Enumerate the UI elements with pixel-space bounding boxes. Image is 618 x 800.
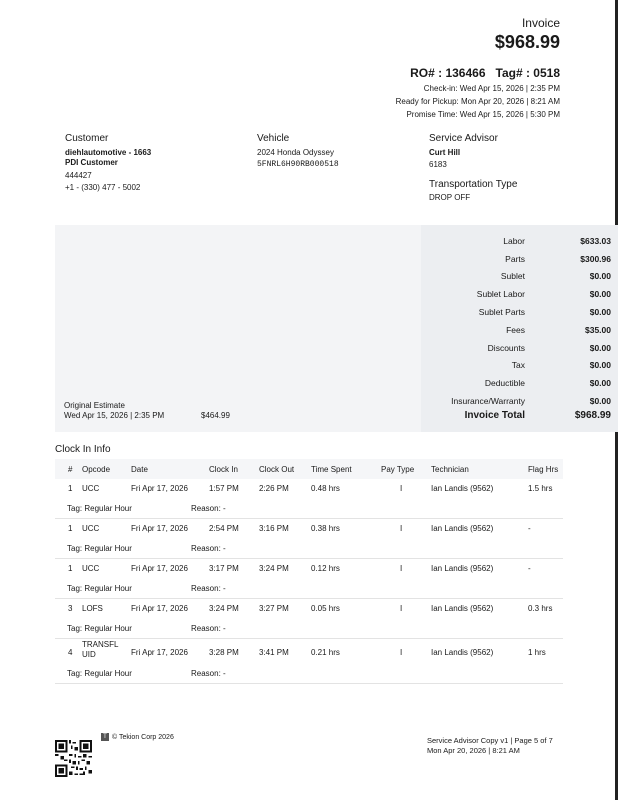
totals-value: $633.03: [580, 235, 611, 246]
cell-reason: Reason: -: [191, 669, 226, 678]
cell-opcode: [82, 640, 118, 660]
cell-date: Fri Apr 17, 2026: [131, 604, 188, 613]
vehicle-heading: Vehicle: [257, 133, 290, 144]
cell-opcode: UCC: [82, 564, 100, 573]
tag-number: Tag# : 0518: [495, 66, 560, 80]
cell-clock-out: 3:24 PM: [259, 564, 289, 573]
cell-flag-hrs: 1 hrs: [528, 648, 546, 657]
qr-code-icon: [55, 740, 92, 777]
totals-label: Parts: [505, 253, 525, 264]
totals-row-tax: [421, 357, 618, 375]
cell-pay-type: I: [400, 564, 403, 573]
customer-heading: Customer: [65, 133, 109, 144]
cell-num: 1: [68, 484, 73, 493]
original-estimate-label: Original Estimate: [64, 401, 125, 410]
vehicle-section: [257, 134, 339, 171]
cell-time-spent: 0.48 hrs: [311, 484, 340, 493]
cell-pay-type: I: [400, 484, 403, 493]
cell-pay-type: I: [400, 524, 403, 533]
cell-tag: Tag: Regular Hour: [67, 624, 132, 633]
cell-pay-type: I: [400, 604, 403, 613]
cell-date: Fri Apr 17, 2026: [131, 524, 188, 533]
cell-clock-in: 3:28 PM: [209, 648, 239, 657]
advisor-section: [429, 134, 517, 204]
totals-row-deductible: [421, 374, 618, 392]
col-opcode: Opcode: [82, 465, 111, 474]
cell-date: Fri Apr 17, 2026: [131, 648, 188, 657]
cell-technician: Ian Landis (9562): [431, 648, 494, 657]
cell-time-spent: 0.05 hrs: [311, 604, 340, 613]
invoice-total-label: Invoice Total: [464, 410, 525, 421]
totals-row-labor: [421, 232, 618, 250]
cell-num: 3: [68, 604, 73, 613]
totals-label: Fees: [506, 324, 525, 335]
totals-row-parts: [421, 250, 618, 268]
transport-value: DROP OFF: [429, 193, 471, 202]
copy-info: Service Advisor Copy v1 | Page 5 of 7: [427, 736, 553, 745]
transport-heading: Transportation Type: [429, 178, 518, 190]
cell-time-spent: 0.38 hrs: [311, 524, 340, 533]
cell-technician: Ian Landis (9562): [431, 484, 494, 493]
vehicle-model: 2024 Honda Odyssey: [257, 147, 334, 157]
ro-number: RO# : 136466: [410, 66, 486, 80]
cell-clock-out: 3:27 PM: [259, 604, 289, 613]
cell-opcode: UCC: [82, 524, 100, 533]
cell-flag-hrs: -: [528, 564, 531, 573]
cell-opcode: UCC: [82, 484, 100, 493]
original-estimate-date: Wed Apr 15, 2026 | 2:35 PM: [64, 411, 165, 420]
tekion-logo-icon: T: [101, 733, 109, 741]
promise-time: Promise Time: Wed Apr 15, 2026 | 5:30 PM: [406, 110, 560, 119]
cell-tag: Tag: Regular Hour: [67, 669, 132, 678]
totals-label: Sublet: [500, 271, 525, 282]
totals-label: Discounts: [487, 342, 525, 353]
cell-clock-out: 3:41 PM: [259, 648, 289, 657]
totals-label: Tax: [511, 360, 525, 371]
customer-section: [65, 134, 151, 194]
totals-row-discounts: [421, 339, 618, 357]
cell-flag-hrs: -: [528, 524, 531, 533]
col-pay-type: Pay Type: [381, 465, 415, 474]
totals-row-fees: [421, 321, 618, 339]
totals-label: Labor: [503, 235, 525, 246]
totals-label: Sublet Parts: [478, 307, 525, 318]
col-time-spent: Time Spent: [311, 465, 352, 474]
table-row: [55, 479, 563, 519]
totals-value: $0.00: [589, 289, 611, 300]
cell-reason: Reason: -: [191, 544, 226, 553]
cell-technician: Ian Landis (9562): [431, 604, 494, 613]
cell-opcode-line2: UID: [82, 650, 96, 659]
cell-time-spent: 0.21 hrs: [311, 648, 340, 657]
cell-clock-in: 3:17 PM: [209, 564, 239, 573]
totals-value: $0.00: [589, 396, 611, 407]
vehicle-vin: 5FNRL6H90RB000518: [257, 160, 339, 169]
clock-in-title: Clock In Info: [55, 444, 111, 455]
clock-in-table: [55, 459, 563, 684]
col-technician: Technician: [431, 465, 469, 474]
invoice-title: Invoice: [521, 16, 560, 30]
customer-phone: +1 - (330) 477 - 5002: [65, 183, 141, 192]
totals-value: $0.00: [589, 360, 611, 371]
invoice-total-amount: $968.99: [494, 32, 560, 52]
table-header: [55, 459, 563, 479]
original-estimate-amount: $464.99: [201, 411, 230, 420]
cell-num: 1: [68, 524, 73, 533]
cell-date: Fri Apr 17, 2026: [131, 564, 188, 573]
cell-pay-type: I: [400, 648, 403, 657]
cell-opcode-line1: TRANSFL: [82, 640, 119, 649]
col-date: Date: [131, 465, 148, 474]
invoice-total-value: $968.99: [574, 410, 611, 421]
totals-row-insurance: [421, 392, 618, 410]
col-num: #: [68, 465, 73, 474]
cell-date: Fri Apr 17, 2026: [131, 484, 188, 493]
totals-value: $35.00: [585, 324, 611, 335]
advisor-name: Curt Hill: [429, 147, 461, 157]
col-clock-in: Clock In: [209, 465, 238, 474]
totals-label: Deductible: [484, 378, 525, 389]
col-flag-hrs: Flag Hrs: [528, 465, 559, 474]
invoice-total-row: [421, 410, 618, 421]
totals-value: $0.00: [589, 378, 611, 389]
printed-date: Mon Apr 20, 2026 | 8:21 AM: [427, 746, 520, 755]
advisor-id: 6183: [429, 160, 447, 169]
cell-clock-in: 2:54 PM: [209, 524, 239, 533]
cell-opcode: LOFS: [82, 604, 103, 613]
table-row: [55, 559, 563, 599]
invoice-header: [396, 16, 560, 119]
cell-flag-hrs: 1.5 hrs: [528, 484, 553, 493]
cell-tag: Tag: Regular Hour: [67, 544, 132, 553]
totals-row-sublet: [421, 268, 618, 286]
cell-tag: Tag: Regular Hour: [67, 584, 132, 593]
table-row: [55, 519, 563, 559]
col-clock-out: Clock Out: [259, 465, 295, 474]
totals-list: [421, 232, 618, 410]
table-row: [55, 639, 563, 684]
ready-for-pickup-time: Ready for Pickup: Mon Apr 20, 2026 | 8:21 AM: [395, 97, 560, 106]
check-in-time: Check-in: Wed Apr 15, 2026 | 2:35 PM: [423, 84, 560, 93]
totals-value: $300.96: [580, 253, 611, 264]
totals-label: Sublet Labor: [476, 289, 525, 300]
customer-type: PDI Customer: [65, 158, 118, 167]
totals-value: $0.00: [589, 342, 611, 353]
cell-technician: Ian Landis (9562): [431, 524, 494, 533]
advisor-heading: Service Advisor: [429, 133, 498, 144]
cell-reason: Reason: -: [191, 504, 226, 513]
footer-page-info: [427, 736, 553, 756]
totals-value: $0.00: [589, 307, 611, 318]
table-row: [55, 599, 563, 639]
cell-num: 4: [68, 648, 73, 657]
cell-clock-in: 3:24 PM: [209, 604, 239, 613]
cell-clock-out: 2:26 PM: [259, 484, 289, 493]
customer-number: 444427: [65, 170, 92, 180]
cell-technician: Ian Landis (9562): [431, 564, 494, 573]
cell-clock-in: 1:57 PM: [209, 484, 239, 493]
totals-value: $0.00: [589, 271, 611, 282]
totals-label: Insurance/Warranty: [451, 396, 525, 407]
copyright-text: © Tekion Corp 2026: [112, 733, 174, 741]
cell-clock-out: 3:16 PM: [259, 524, 289, 533]
ro-tag-line: [396, 66, 560, 80]
original-estimate: [64, 401, 230, 421]
cell-reason: Reason: -: [191, 624, 226, 633]
totals-row-sublet-parts: [421, 303, 618, 321]
cell-tag: Tag: Regular Hour: [67, 504, 132, 513]
cell-time-spent: 0.12 hrs: [311, 564, 340, 573]
cell-flag-hrs: 0.3 hrs: [528, 604, 553, 613]
footer-copyright: [101, 733, 174, 741]
cell-num: 1: [68, 564, 73, 573]
totals-row-sublet-labor: [421, 285, 618, 303]
customer-name: diehlautomotive - 1663: [65, 147, 152, 157]
cell-reason: Reason: -: [191, 584, 226, 593]
